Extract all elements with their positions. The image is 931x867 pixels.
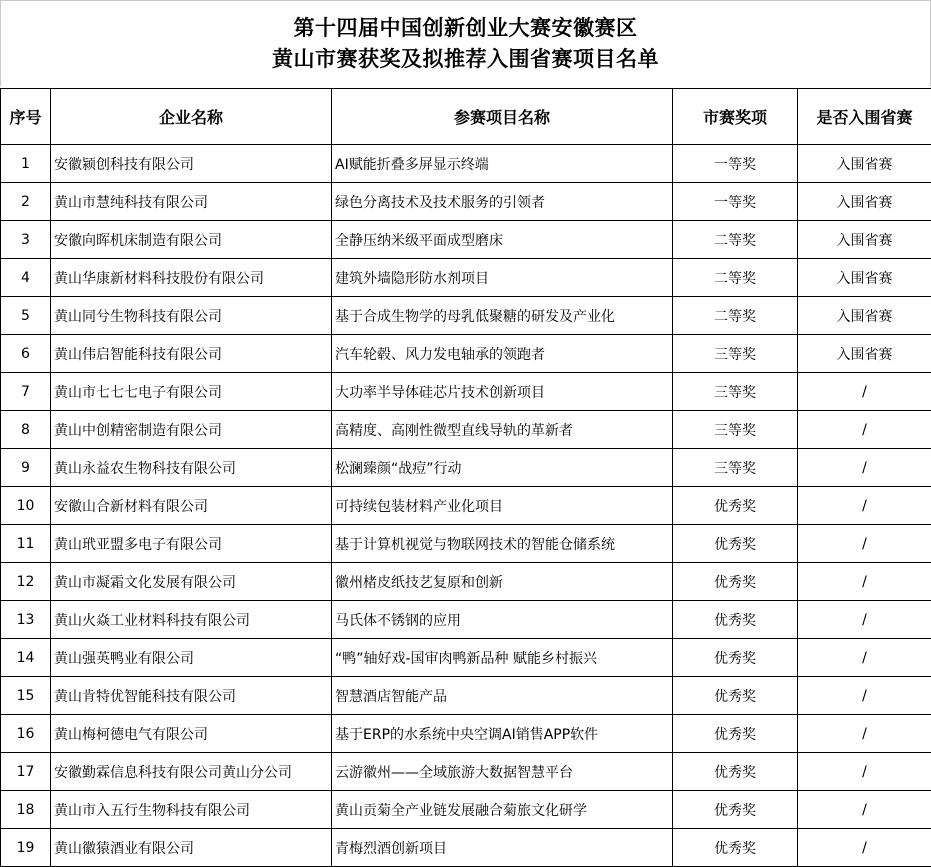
title-line-1: 第十四届中国创新创业大赛安徽赛区 (293, 16, 638, 40)
table-row (1, 601, 931, 639)
row-serial: 5 (1, 297, 51, 335)
row-award: 三等奖 (673, 449, 798, 487)
row-award: 三等奖 (673, 411, 798, 449)
header-row (1, 89, 931, 145)
table-row (1, 373, 931, 411)
row-project: 青梅烈酒创新项目 (332, 829, 673, 867)
row-project: 智慧酒店智能产品 (332, 677, 673, 715)
table-row (1, 411, 931, 449)
row-advance: / (798, 449, 931, 487)
table-row (1, 221, 931, 259)
row-project: 汽车轮毂、风力发电轴承的领跑者 (332, 335, 673, 373)
row-award: 优秀奖 (673, 791, 798, 829)
row-award: 一等奖 (673, 183, 798, 221)
row-advance: / (798, 677, 931, 715)
table-row (1, 183, 931, 221)
row-advance: / (798, 563, 931, 601)
row-advance: / (798, 639, 931, 677)
row-advance: 入围省赛 (798, 183, 931, 221)
row-award: 三等奖 (673, 373, 798, 411)
table-row (1, 297, 931, 335)
row-serial: 2 (1, 183, 51, 221)
row-project: AI赋能折叠多屏显示终端 (332, 145, 673, 183)
row-serial: 10 (1, 487, 51, 525)
row-serial: 17 (1, 753, 51, 791)
row-serial: 11 (1, 525, 51, 563)
row-company: 安徽勤霖信息科技有限公司黄山分公司 (51, 753, 332, 791)
row-award: 优秀奖 (673, 829, 798, 867)
row-serial: 14 (1, 639, 51, 677)
table-row (1, 791, 931, 829)
row-company: 黄山市入五行生物科技有限公司 (51, 791, 332, 829)
row-company: 黄山市慧纯科技有限公司 (51, 183, 332, 221)
row-project: 徽州楮皮纸技艺复原和创新 (332, 563, 673, 601)
row-serial: 15 (1, 677, 51, 715)
table-row (1, 677, 931, 715)
header-project: 参赛项目名称 (332, 89, 673, 145)
row-advance: / (798, 601, 931, 639)
row-advance: / (798, 829, 931, 867)
row-advance: 入围省赛 (798, 335, 931, 373)
row-award: 二等奖 (673, 259, 798, 297)
row-serial: 19 (1, 829, 51, 867)
row-advance: / (798, 791, 931, 829)
table-row (1, 525, 931, 563)
row-serial: 16 (1, 715, 51, 753)
row-award: 优秀奖 (673, 639, 798, 677)
row-company: 黄山火焱工业材料科技有限公司 (51, 601, 332, 639)
row-award: 优秀奖 (673, 715, 798, 753)
row-serial: 4 (1, 259, 51, 297)
row-project: 大功率半导体硅芯片技术创新项目 (332, 373, 673, 411)
table-row (1, 829, 931, 867)
row-company: 黄山永益农生物科技有限公司 (51, 449, 332, 487)
row-project: 基于计算机视觉与物联网技术的智能仓储系统 (332, 525, 673, 563)
row-company: 黄山华康新材料科技股份有限公司 (51, 259, 332, 297)
row-project: 马氏体不锈钢的应用 (332, 601, 673, 639)
row-project: 基于ERP的水系统中央空调AI销售APP软件 (332, 715, 673, 753)
row-advance: 入围省赛 (798, 145, 931, 183)
row-company: 黄山市七七七电子有限公司 (51, 373, 332, 411)
row-company: 安徽颍创科技有限公司 (51, 145, 332, 183)
row-award: 二等奖 (673, 221, 798, 259)
row-serial: 6 (1, 335, 51, 373)
row-project: 绿色分离技术及技术服务的引领者 (332, 183, 673, 221)
row-serial: 9 (1, 449, 51, 487)
row-serial: 12 (1, 563, 51, 601)
table-row (1, 449, 931, 487)
row-company: 黄山市凝霜文化发展有限公司 (51, 563, 332, 601)
header-award: 市赛奖项 (673, 89, 798, 145)
row-advance: / (798, 373, 931, 411)
row-award: 三等奖 (673, 335, 798, 373)
row-award: 优秀奖 (673, 753, 798, 791)
row-award: 优秀奖 (673, 563, 798, 601)
row-project: 建筑外墙隐形防水剂项目 (332, 259, 673, 297)
row-award: 优秀奖 (673, 601, 798, 639)
table-row (1, 259, 931, 297)
row-award: 优秀奖 (673, 677, 798, 715)
row-project: 可持续包装材料产业化项目 (332, 487, 673, 525)
row-company: 黄山同兮生物科技有限公司 (51, 297, 332, 335)
table-row (1, 145, 931, 183)
row-award: 二等奖 (673, 297, 798, 335)
row-company: 黄山强英鸭业有限公司 (51, 639, 332, 677)
row-project: 基于合成生物学的母乳低聚糖的研发及产业化 (332, 297, 673, 335)
row-project: 高精度、高刚性微型直线导轨的革新者 (332, 411, 673, 449)
row-advance: / (798, 487, 931, 525)
row-company: 黄山梅柯德电气有限公司 (51, 715, 332, 753)
table-row (1, 487, 931, 525)
row-advance: / (798, 525, 931, 563)
row-serial: 8 (1, 411, 51, 449)
header-company: 企业名称 (51, 89, 332, 145)
table-row (1, 563, 931, 601)
row-award: 优秀奖 (673, 487, 798, 525)
table-row (1, 335, 931, 373)
row-company: 黄山玳亚盟多电子有限公司 (51, 525, 332, 563)
row-company: 黄山徽猿酒业有限公司 (51, 829, 332, 867)
table-row (1, 715, 931, 753)
row-advance: / (798, 753, 931, 791)
row-serial: 7 (1, 373, 51, 411)
row-project: 全静压纳米级平面成型磨床 (332, 221, 673, 259)
row-company: 黄山肯特优智能科技有限公司 (51, 677, 332, 715)
row-serial: 18 (1, 791, 51, 829)
header-advance: 是否入围省赛 (798, 89, 931, 145)
row-serial: 3 (1, 221, 51, 259)
row-advance: 入围省赛 (798, 221, 931, 259)
row-project: 云游徽州——全域旅游大数据智慧平台 (332, 753, 673, 791)
row-project: 松澜臻颜“战痘”行动 (332, 449, 673, 487)
table-row (1, 753, 931, 791)
row-advance: 入围省赛 (798, 297, 931, 335)
row-advance: / (798, 411, 931, 449)
row-advance: / (798, 715, 931, 753)
row-company: 黄山伟启智能科技有限公司 (51, 335, 332, 373)
row-company: 黄山中创精密制造有限公司 (51, 411, 332, 449)
row-award: 优秀奖 (673, 525, 798, 563)
row-project: “鸭”轴好戏-国审肉鸭新品种 赋能乡村振兴 (332, 639, 673, 677)
table-body (1, 145, 931, 867)
row-project: 黄山贡菊全产业链发展融合菊旅文化研学 (332, 791, 673, 829)
row-company: 安徽向晖机床制造有限公司 (51, 221, 332, 259)
title-block (0, 0, 931, 86)
title-line-2: 黄山市赛获奖及拟推荐入围省赛项目名单 (272, 47, 659, 71)
row-award: 一等奖 (673, 145, 798, 183)
row-advance: 入围省赛 (798, 259, 931, 297)
award-table (0, 88, 931, 867)
header-serial: 序号 (1, 89, 51, 145)
row-serial: 1 (1, 145, 51, 183)
row-company: 安徽山合新材料有限公司 (51, 487, 332, 525)
table-row (1, 639, 931, 677)
row-serial: 13 (1, 601, 51, 639)
